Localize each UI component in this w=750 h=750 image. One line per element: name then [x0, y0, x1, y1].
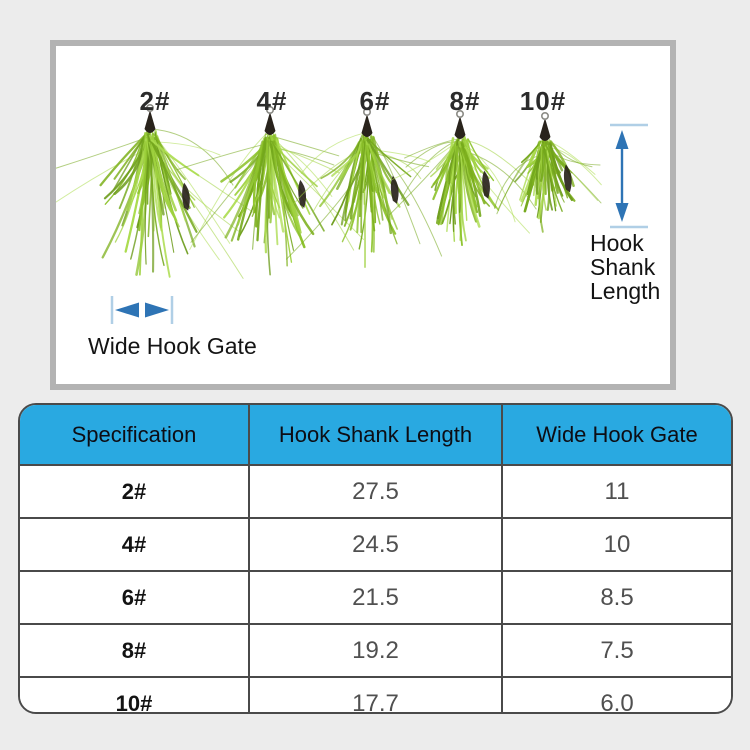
hook-shank-length-label [590, 231, 660, 303]
cell-gate: 8.5 [502, 571, 731, 624]
table-row [20, 624, 731, 677]
size-label-10: 10# [519, 86, 567, 116]
table-row [20, 677, 731, 714]
cell-gate: 7.5 [502, 624, 731, 677]
size-label-8: 8# [449, 86, 481, 116]
cell-spec: 8# [20, 624, 249, 677]
size-label-2: 2# [139, 86, 171, 116]
header-hook-shank-length: Hook Shank Length [249, 405, 502, 465]
size-label-6: 6# [359, 86, 391, 116]
cell-shank: 17.7 [249, 677, 502, 714]
table-header-row [20, 405, 731, 465]
product-photo-panel [50, 40, 676, 390]
cell-shank: 21.5 [249, 571, 502, 624]
header-specification: Specification [20, 405, 249, 465]
cell-gate: 11 [502, 465, 731, 518]
table-row [20, 465, 731, 518]
wide-hook-gate-label: Wide Hook Gate [88, 333, 257, 359]
cell-spec: 2# [20, 465, 249, 518]
cell-gate: 10 [502, 518, 731, 571]
cell-shank: 27.5 [249, 465, 502, 518]
cell-spec: 6# [20, 571, 249, 624]
cell-shank: 19.2 [249, 624, 502, 677]
cell-shank: 24.5 [249, 518, 502, 571]
specification-table [18, 403, 733, 714]
table-row [20, 518, 731, 571]
cell-gate: 6.0 [502, 677, 731, 714]
cell-spec: 4# [20, 518, 249, 571]
size-label-4: 4# [256, 86, 288, 116]
table-row [20, 571, 731, 624]
table-body [20, 465, 731, 714]
header-wide-hook-gate: Wide Hook Gate [502, 405, 731, 465]
hook-shank-length-line2: Shank [590, 254, 656, 280]
cell-spec: 10# [20, 677, 249, 714]
hook-shank-length-line3: Length [590, 278, 661, 304]
hook-shank-length-line1: Hook [590, 230, 644, 256]
